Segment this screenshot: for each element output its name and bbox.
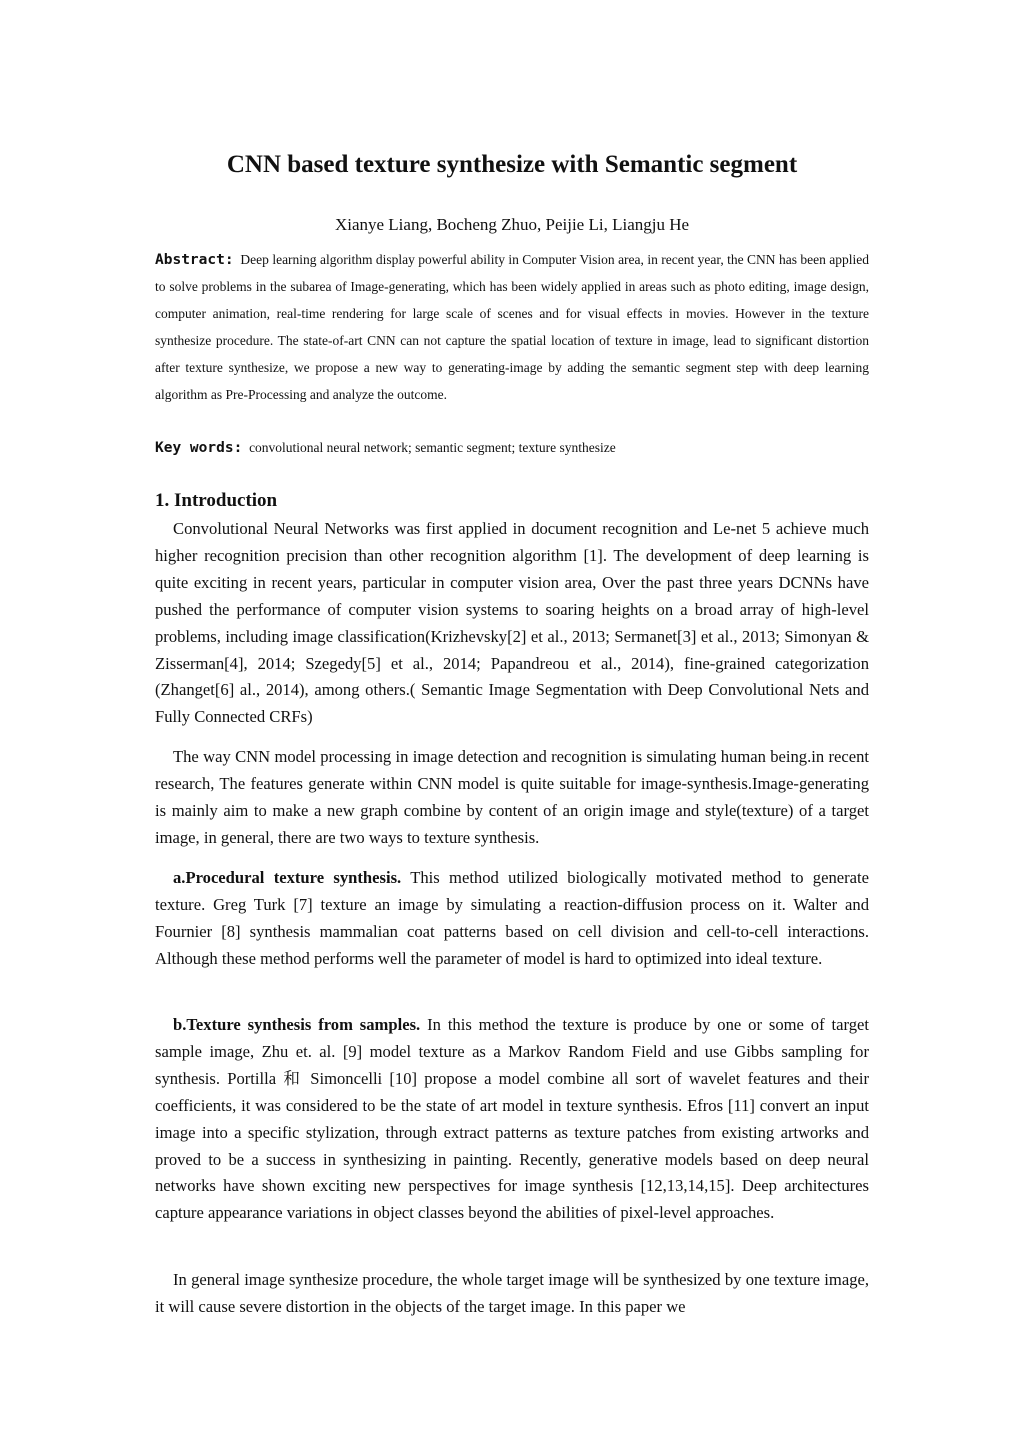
keywords	[155, 435, 869, 461]
intro-paragraph-2: The way CNN model processing in image detection and recognition is simulating human being.in recent research, The features generate within CNN model is quite suitable for image-synthesis.Image-generating is mainly aim to make a new graph combine by content of an origin image and style(texture) of a target image, in general, there are two ways to texture synthesis.	[155, 747, 869, 847]
intro-paragraph-3	[155, 865, 869, 973]
keywords-label: Key words:	[155, 440, 243, 456]
keywords-text: convolutional neural network; semantic segment; texture synthesize	[249, 440, 616, 455]
paper-title: CNN based texture synthesize with Semantic segment	[226, 151, 798, 178]
abstract	[155, 247, 869, 408]
author-list: Xianye Liang, Bocheng Zhuo, Peijie Li, Liangju He	[334, 215, 690, 234]
intro-paragraph-4	[155, 1012, 869, 1227]
intro-paragraph-1: Convolutional Neural Networks was first applied in document recognition and Le-net 5 achieve much higher recognition precision than other recognition algorithm [1]. The development of deep learning is quite exciting in recent years, particular in computer vision area, Over the past three years DCNNs have pushed the performance of computer vision systems to soaring heights on a broad array of high-level problems, including image classification(Krizhevsky[2] et al., 2013; Sermanet[3] et al., 2013; Simonyan & Zisserman[4], 2014; Szegedy[5] et al., 2014; Papandreou et al., 2014), fine-grained categorization (Zhanget[6] al., 2014), among others.( Semantic Image Segmentation with Deep Convolutional Nets and Fully Connected CRFs)	[155, 519, 869, 727]
intro-paragraph-5: In general image synthesize procedure, the whole target image will be synthesized by one texture image, it will cause severe distortion in the objects of the target image. In this paper we	[155, 1270, 869, 1316]
sample-synthesis-heading: b.Texture synthesis from samples.	[173, 1015, 421, 1034]
procedural-synthesis-heading: a.Procedural texture synthesis.	[173, 868, 402, 887]
section-heading-introduction: 1. Introduction	[155, 490, 278, 511]
sample-synthesis-text: In this method the texture is produce by one or some of target sample image, Zhu et. al. [9] model texture as a Markov Random Field and use Gibbs sampling for synthesis. Portilla 和 Simoncelli [10] propose a model combine all sort of wavelet features and their coefficients, it was considered to be the state of art model in texture synthesis. Efros [11] convert an input image into a specific stylization, through extract patterns as texture patches from existing artworks and proved to be a success in synthesizing in painting. Recently, generative models based on deep neural networks have shown exciting new perspectives for image synthesis [12,13,14,15]. Deep architectures capture appearance variations in object classes beyond the abilities of pixel-level approaches.	[155, 1015, 869, 1223]
procedural-synthesis-text: This method utilized biologically motivated method to generate texture. Greg Turk [7] texture an image by simulating a reaction-diffusion process on it. Walter and Fournier [8] synthesis mammalian coat patterns based on cell division and cell-to-cell interactions. Although these method performs well the parameter of model is hard to optimized into ideal texture.	[155, 868, 870, 968]
abstract-label: Abstract:	[155, 252, 234, 268]
abstract-text: Deep learning algorithm display powerful ability in Computer Vision area, in recent year, the CNN has been applied to solve problems in the subarea of Image-generating, which has been widely applied in areas such as photo editing, image design, computer animation, real-time rendering for large scale of scenes and for visual effects in movies. However in the texture synthesize procedure. The state-of-art CNN can not capture the spatial location of texture in image, lead to significant distortion after texture synthesize, we propose a new way to generating-image by adding the semantic segment step with deep learning algorithm as Pre-Processing and analyze the outcome.	[155, 252, 870, 402]
